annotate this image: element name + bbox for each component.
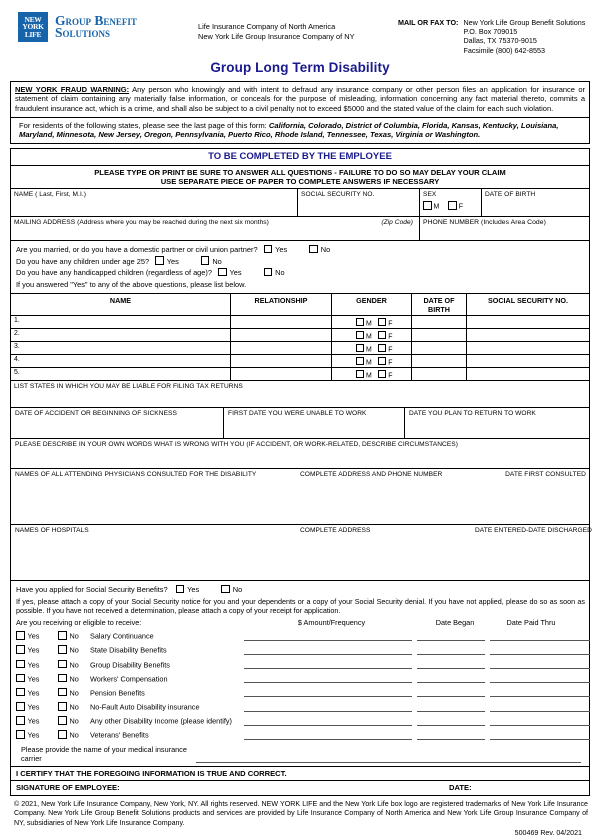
benefit-choice: Yes No Salary Continuance (16, 631, 244, 643)
copyright-text: © 2021, New York Life Insurance Company, New York, NY. All rights reserved. NEW YORK LIFE and the New York Life box logo are registered trademarks of New York Life Insurance Company. New York Life Group Benefit Solutions products and services are provided by Life Insurance Company of North America and New York Life Group Insurance Company of NY, subsidiaries of New York Life Insurance Company. (14, 799, 588, 827)
dependents-col-gender: GENDER (331, 294, 411, 315)
ssn-field[interactable] (297, 189, 419, 216)
describe-condition-label: PLEASE DESCRIBE IN YOUR OWN WORDS WHAT IS WRONG WITH YOU (IF ACCIDENT, OR WORK-RELATED, DESCRIBE CIRCUMSTANCES) (15, 441, 458, 449)
medical-carrier-label: Please provide the name of your medical insurance carrier (21, 744, 187, 763)
benefit-yes-checkbox[interactable] (16, 730, 25, 739)
dependent-name-cell[interactable]: 2. (14, 330, 20, 338)
benefit-no-checkbox[interactable] (58, 674, 67, 683)
benefit-date-paid-input[interactable] (490, 659, 590, 669)
benefit-choice: Yes No No-Fault Auto Disability insurance (16, 702, 244, 714)
benefit-amount-input[interactable] (244, 673, 412, 683)
dependent-dob-cell[interactable] (411, 316, 466, 328)
benefit-date-paid-input[interactable] (490, 645, 590, 655)
instructions-line-2: USE SEPARATE PIECE OF PAPER TO COMPLETE ANSWERS IF NECESSARY (160, 176, 440, 186)
benefit-yes-checkbox[interactable] (16, 716, 25, 725)
question-married-label: Are you married, or do you have a domestic partner or civil union partner? (16, 245, 258, 255)
dependent-name-cell[interactable]: 3. (14, 343, 20, 351)
ssn-label: SOCIAL SECURITY NO. (301, 191, 375, 199)
benefit-amount-input[interactable] (244, 687, 412, 697)
certification-statement: I CERTIFY THAT THE FOREGOING INFORMATION IS TRUE AND CORRECT. (11, 766, 589, 780)
dependent-ssn-cell[interactable] (466, 316, 589, 328)
benefits-receiving-label: Are you receiving or eligible to receive: (16, 618, 142, 628)
page-title: Group Long Term Disability (210, 60, 390, 75)
physicians-address-label: COMPLETE ADDRESS AND PHONE NUMBER (300, 471, 443, 479)
mailing-address-field[interactable] (11, 217, 419, 240)
question-children (16, 256, 589, 268)
mail-or-fax-label: MAIL OR FAX TO: (398, 18, 459, 27)
benefit-date-began-input[interactable] (417, 687, 485, 697)
handicapped-no-label: No (275, 268, 285, 278)
physicians-field[interactable] (11, 469, 589, 525)
benefit-amount-input[interactable] (244, 659, 412, 669)
dependents-col-name: NAME (109, 295, 132, 305)
dependent-gender-cell[interactable]: M F (331, 342, 411, 354)
benefit-row[interactable] (16, 685, 589, 699)
dependent-female-checkbox[interactable] (378, 344, 387, 353)
state-notice-list: California, Colorado, District of Columbia, Florida, Kansas, Kentucky, Louisiana, Maryland, Minnesota, New Jersey, Oregon, Pennsylvania, Puerto Rico, Rhode Island, Tennessee, Texas, Virginia or Washington. (19, 120, 559, 140)
dependent-female-checkbox[interactable] (378, 318, 387, 327)
dependent-female-checkbox[interactable] (378, 370, 387, 379)
benefit-amount-input[interactable] (244, 702, 412, 712)
sex-male-label: M (433, 203, 440, 211)
dependent-ssn-cell[interactable] (466, 329, 589, 341)
benefit-label: State Disability Benefits (90, 645, 167, 655)
phone-label: PHONE NUMBER (Includes Area Code) (423, 219, 546, 227)
benefit-choice: Yes No Group Disability Benefits (16, 660, 244, 672)
dependents-rows (11, 316, 589, 380)
brand-line-2: Solutions (55, 25, 111, 40)
name-label: NAME ( Last, First, M.I.) (14, 191, 86, 199)
household-questions-block (11, 241, 589, 293)
dependent-relationship-cell[interactable] (230, 368, 331, 380)
question-list-below: If you answered "Yes" to any of the above questions, please list below. (16, 279, 247, 289)
company-1: Life Insurance Company of North America (198, 22, 336, 31)
dependent-male-checkbox[interactable] (356, 318, 365, 327)
household-questions (11, 241, 589, 294)
benefit-choice: Yes No Any other Disability Income (please identify) (16, 716, 244, 728)
logo-line-3: LIFE (24, 29, 42, 39)
married-yes-label: Yes (275, 245, 288, 255)
logo-line-2: YORK (22, 22, 44, 32)
address-line-2: P.O. Box 709015 (463, 27, 518, 37)
table-row[interactable] (11, 368, 589, 380)
dependents-col-ssn: SOCIAL SECURITY NO. (466, 294, 589, 315)
signature-label: SIGNATURE OF EMPLOYEE: (16, 783, 120, 793)
benefit-row[interactable] (16, 643, 589, 657)
sex-field[interactable] (419, 189, 481, 216)
benefit-row[interactable] (16, 699, 589, 713)
benefit-label: Salary Continuance (90, 631, 154, 641)
address-line-1: New York Life Group Benefit Solutions (463, 18, 586, 27)
dependent-dob-cell[interactable] (411, 329, 466, 341)
benefit-yes-checkbox[interactable] (16, 660, 25, 669)
dob-label: DATE OF BIRTH (485, 191, 536, 199)
benefit-no-checkbox[interactable] (58, 730, 67, 739)
benefits-col-date-paid: Date Paid Thru (506, 618, 556, 628)
dependent-name-cell[interactable]: 1. (14, 317, 20, 325)
dependent-female-checkbox[interactable] (378, 331, 387, 340)
section-banner: TO BE COMPLETED BY THE EMPLOYEE (11, 149, 589, 166)
dependent-dob-cell[interactable] (411, 368, 466, 380)
benefit-date-began-input[interactable] (417, 673, 485, 683)
accident-date-field[interactable] (11, 408, 223, 438)
benefit-date-began-input[interactable] (417, 631, 485, 641)
first-date-unable-label: FIRST DATE YOU WERE UNABLE TO WORK (228, 410, 367, 418)
benefit-no-checkbox[interactable] (58, 645, 67, 654)
benefit-amount-input[interactable] (244, 716, 412, 726)
dependents-header-row (11, 294, 589, 316)
medical-carrier-field[interactable] (16, 742, 589, 766)
benefit-date-paid-input[interactable] (490, 687, 590, 697)
benefit-row[interactable] (16, 671, 589, 685)
fraud-warning-body: Any person who knowingly and with intent to defraud any insurance company or other person files an application for insurance or statement of claim containing any materially false information, or conceals for the purpose of misleading, information concerning any fact material thereto, commits a fraudulent insurance act, which is a crime, and shall also be subject to a civil penalty not to exceed $5000 and the stated value of the claim for each such violation. (15, 85, 585, 113)
disability-dates-row (11, 408, 589, 439)
benefit-label: No-Fault Auto Disability insurance (90, 702, 200, 712)
benefit-choice: Yes No State Disability Benefits (16, 645, 244, 657)
children-no-checkbox[interactable] (201, 256, 210, 265)
issuing-companies (198, 12, 398, 41)
dependent-name-cell[interactable]: 4. (14, 356, 20, 364)
address-line-3: Dallas, TX 75370-9015 (463, 36, 537, 46)
benefit-yes-checkbox[interactable] (16, 674, 25, 683)
logo-line-1: NEW (24, 14, 42, 24)
benefit-date-began-input[interactable] (417, 702, 485, 712)
new-york-life-box-logo-icon (18, 12, 48, 42)
question-married (16, 244, 589, 256)
benefit-choice: Yes No Pension Benefits (16, 688, 244, 700)
married-no-checkbox[interactable] (309, 245, 318, 254)
fraud-warning-box (10, 81, 590, 144)
dependent-relationship-cell[interactable] (230, 342, 331, 354)
benefit-yes-checkbox[interactable] (16, 688, 25, 697)
sex-female-label: F (458, 203, 463, 211)
benefit-date-paid-input[interactable] (490, 631, 590, 641)
dependent-dob-cell[interactable] (411, 342, 466, 354)
section-instructions (11, 166, 589, 190)
fraud-warning-heading: NEW YORK FRAUD WARNING: (15, 85, 130, 94)
brand-line-1: Group Benefit (55, 12, 137, 28)
benefit-date-paid-input[interactable] (490, 702, 590, 712)
dependent-dob-cell[interactable] (411, 355, 466, 367)
hospitals-address-label: COMPLETE ADDRESS (300, 527, 371, 535)
first-date-unable-field[interactable] (223, 408, 404, 438)
benefit-date-began-input[interactable] (417, 645, 485, 655)
tax-states-label: LIST STATES IN WHICH YOU MAY BE LIABLE FOR FILING TAX RETURNS (14, 383, 243, 391)
benefit-amount-input[interactable] (244, 730, 412, 740)
benefit-label: Veterans' Benefits (90, 730, 149, 740)
instructions-line-1: PLEASE TYPE OR PRINT BE SURE TO ANSWER ALL QUESTIONS - FAILURE TO DO SO MAY DELAY YOUR CLAIM (94, 167, 506, 177)
ss-no-checkbox[interactable] (221, 585, 230, 594)
married-yes-checkbox[interactable] (264, 245, 273, 254)
benefit-no-checkbox[interactable] (58, 631, 67, 640)
dependent-female-checkbox[interactable] (378, 357, 387, 366)
married-no-label: No (320, 245, 331, 255)
benefit-label: Workers' Compensation (90, 674, 168, 684)
benefit-label: Any other Disability Income (please identify) (90, 716, 232, 726)
benefits-col-date-began: Date Began (435, 618, 475, 628)
signature-date-field[interactable] (449, 783, 589, 792)
phone-field[interactable] (419, 217, 589, 240)
benefit-no-checkbox[interactable] (58, 716, 67, 725)
hospitals-field[interactable] (11, 525, 592, 581)
dependent-gender-cell[interactable]: M F (331, 329, 411, 341)
page-header (10, 0, 590, 58)
ss-yes-checkbox[interactable] (176, 585, 185, 594)
social-security-section (11, 581, 589, 766)
table-row[interactable] (11, 316, 589, 329)
hospitals-date-label: DATE ENTERED-DATE DISCHARGED (475, 527, 592, 535)
state-notice-lead: For residents of the following states, please see the last page of this form: (19, 120, 269, 130)
social-security-note: If yes, please attach a copy of your Social Security notice for you and your dependents or a copy of your Social Security denial. If you have not applied, please do so as soon as possible. If you have not received a determination, please attach a copy of your receipt for application. (16, 596, 585, 616)
physicians-headers (15, 471, 589, 478)
brand-logo (18, 12, 198, 42)
benefit-row[interactable] (16, 728, 589, 742)
mail-or-fax-address (463, 18, 585, 55)
dependent-relationship-cell[interactable] (230, 329, 331, 341)
accident-date-label: DATE OF ACCIDENT OR BEGINNING OF SICKNESS (15, 410, 177, 418)
signature-date-label: DATE: (449, 783, 472, 793)
name-field[interactable] (11, 189, 297, 216)
tax-states-field[interactable] (11, 381, 589, 408)
question-children-label: Do you have any children under age 25? (16, 256, 150, 266)
hospitals-headers (15, 527, 592, 535)
benefit-label: Group Disability Benefits (90, 660, 170, 670)
form-number: 500469 Rev. 04/2021 (514, 828, 582, 837)
physicians-label: NAMES OF ALL ATTENDING PHYSICIANS CONSULTED FOR THE DISABILITY (15, 471, 257, 479)
benefit-date-paid-input[interactable] (490, 673, 590, 683)
benefit-date-began-input[interactable] (417, 659, 485, 669)
dependent-gender-cell[interactable]: M F (331, 355, 411, 367)
dependent-ssn-cell[interactable] (466, 342, 589, 354)
hospitals-label: NAMES OF HOSPITALS (15, 527, 89, 535)
dependents-table (11, 294, 589, 381)
benefit-date-began-input[interactable] (417, 730, 485, 740)
benefit-row[interactable] (16, 657, 589, 671)
return-date-field[interactable] (404, 408, 589, 438)
benefit-row[interactable] (16, 628, 589, 642)
zip-code-label: (Zip Code) (381, 219, 413, 227)
sex-male-checkbox[interactable] (423, 201, 432, 210)
fraud-warning-text (11, 82, 589, 117)
dependent-gender-cell[interactable]: M F (331, 316, 411, 328)
benefit-row[interactable] (16, 714, 589, 728)
dependents-col-dob: DATE OF BIRTH (411, 294, 466, 315)
children-yes-label: Yes (166, 256, 179, 266)
ss-no-label: No (232, 585, 243, 595)
table-row[interactable] (11, 329, 589, 342)
benefit-label: Pension Benefits (90, 688, 145, 698)
benefit-date-paid-input[interactable] (490, 716, 590, 726)
benefit-date-paid-input[interactable] (490, 730, 590, 740)
company-2: New York Life Group Insurance Company of NY (198, 31, 355, 41)
question-handicapped-label: Do you have any handicapped children (regardless of age)? (16, 268, 212, 278)
state-residents-notice (11, 117, 589, 143)
benefit-amount-input[interactable] (244, 645, 412, 655)
benefit-choice: Yes No Workers' Compensation (16, 674, 244, 686)
ss-yes-label: Yes (187, 585, 200, 595)
benefit-no-checkbox[interactable] (58, 660, 67, 669)
social-security-question: Have you applied for Social Security Benefits? (16, 585, 168, 595)
dependent-relationship-cell[interactable] (230, 316, 331, 328)
mailing-address-label: MAILING ADDRESS (Address where you may be reached during the next six months) (14, 219, 269, 227)
dependents-col-relationship: RELATIONSHIP (230, 294, 331, 315)
signature-field[interactable] (16, 783, 449, 792)
sex-female-checkbox[interactable] (448, 201, 457, 210)
table-row[interactable] (11, 342, 589, 355)
identity-row (11, 189, 589, 217)
dependent-male-checkbox[interactable] (356, 331, 365, 340)
benefit-yes-checkbox[interactable] (16, 702, 25, 711)
sex-label: SEX (423, 191, 437, 199)
dependent-male-checkbox[interactable] (356, 370, 365, 379)
address-line-4: Facsimile (800) 642-8553 (463, 45, 545, 55)
children-yes-checkbox[interactable] (155, 256, 164, 265)
benefits-rows (16, 628, 589, 742)
dob-field[interactable] (481, 189, 589, 216)
dependent-ssn-cell[interactable] (466, 368, 589, 380)
signature-row (11, 780, 589, 795)
dependent-name-cell[interactable]: 5. (14, 369, 20, 377)
benefit-date-began-input[interactable] (417, 716, 485, 726)
medical-carrier-input[interactable] (196, 753, 581, 763)
handicapped-yes-checkbox[interactable] (218, 268, 227, 277)
benefit-yes-checkbox[interactable] (16, 631, 25, 640)
brand-name (55, 12, 137, 40)
benefit-amount-input[interactable] (244, 631, 412, 641)
handicapped-yes-label: Yes (229, 268, 242, 278)
benefits-header (16, 617, 589, 628)
describe-condition-field[interactable] (11, 439, 589, 469)
dependent-gender-cell[interactable]: M F (331, 368, 411, 380)
mail-or-fax-block (398, 12, 590, 55)
benefit-yes-checkbox[interactable] (16, 645, 25, 654)
table-row[interactable] (11, 355, 589, 368)
employee-section (10, 148, 590, 796)
dependent-relationship-cell[interactable] (230, 355, 331, 367)
dependent-ssn-cell[interactable] (466, 355, 589, 367)
benefit-no-checkbox[interactable] (58, 688, 67, 697)
children-no-label: No (212, 256, 222, 266)
handicapped-no-checkbox[interactable] (264, 268, 273, 277)
dependent-male-checkbox[interactable] (356, 357, 365, 366)
dependent-male-checkbox[interactable] (356, 344, 365, 353)
benefit-choice: Yes No Veterans' Benefits (16, 730, 244, 742)
social-security-question-row (16, 584, 589, 595)
benefits-col-amount: $ Amount/Frequency (297, 618, 366, 628)
question-handicapped (16, 267, 589, 279)
return-date-label: DATE YOU PLAN TO RETURN TO WORK (409, 410, 536, 418)
benefit-no-checkbox[interactable] (58, 702, 67, 711)
physicians-date-label: DATE FIRST CONSULTED (505, 471, 586, 479)
address-row (11, 217, 589, 241)
